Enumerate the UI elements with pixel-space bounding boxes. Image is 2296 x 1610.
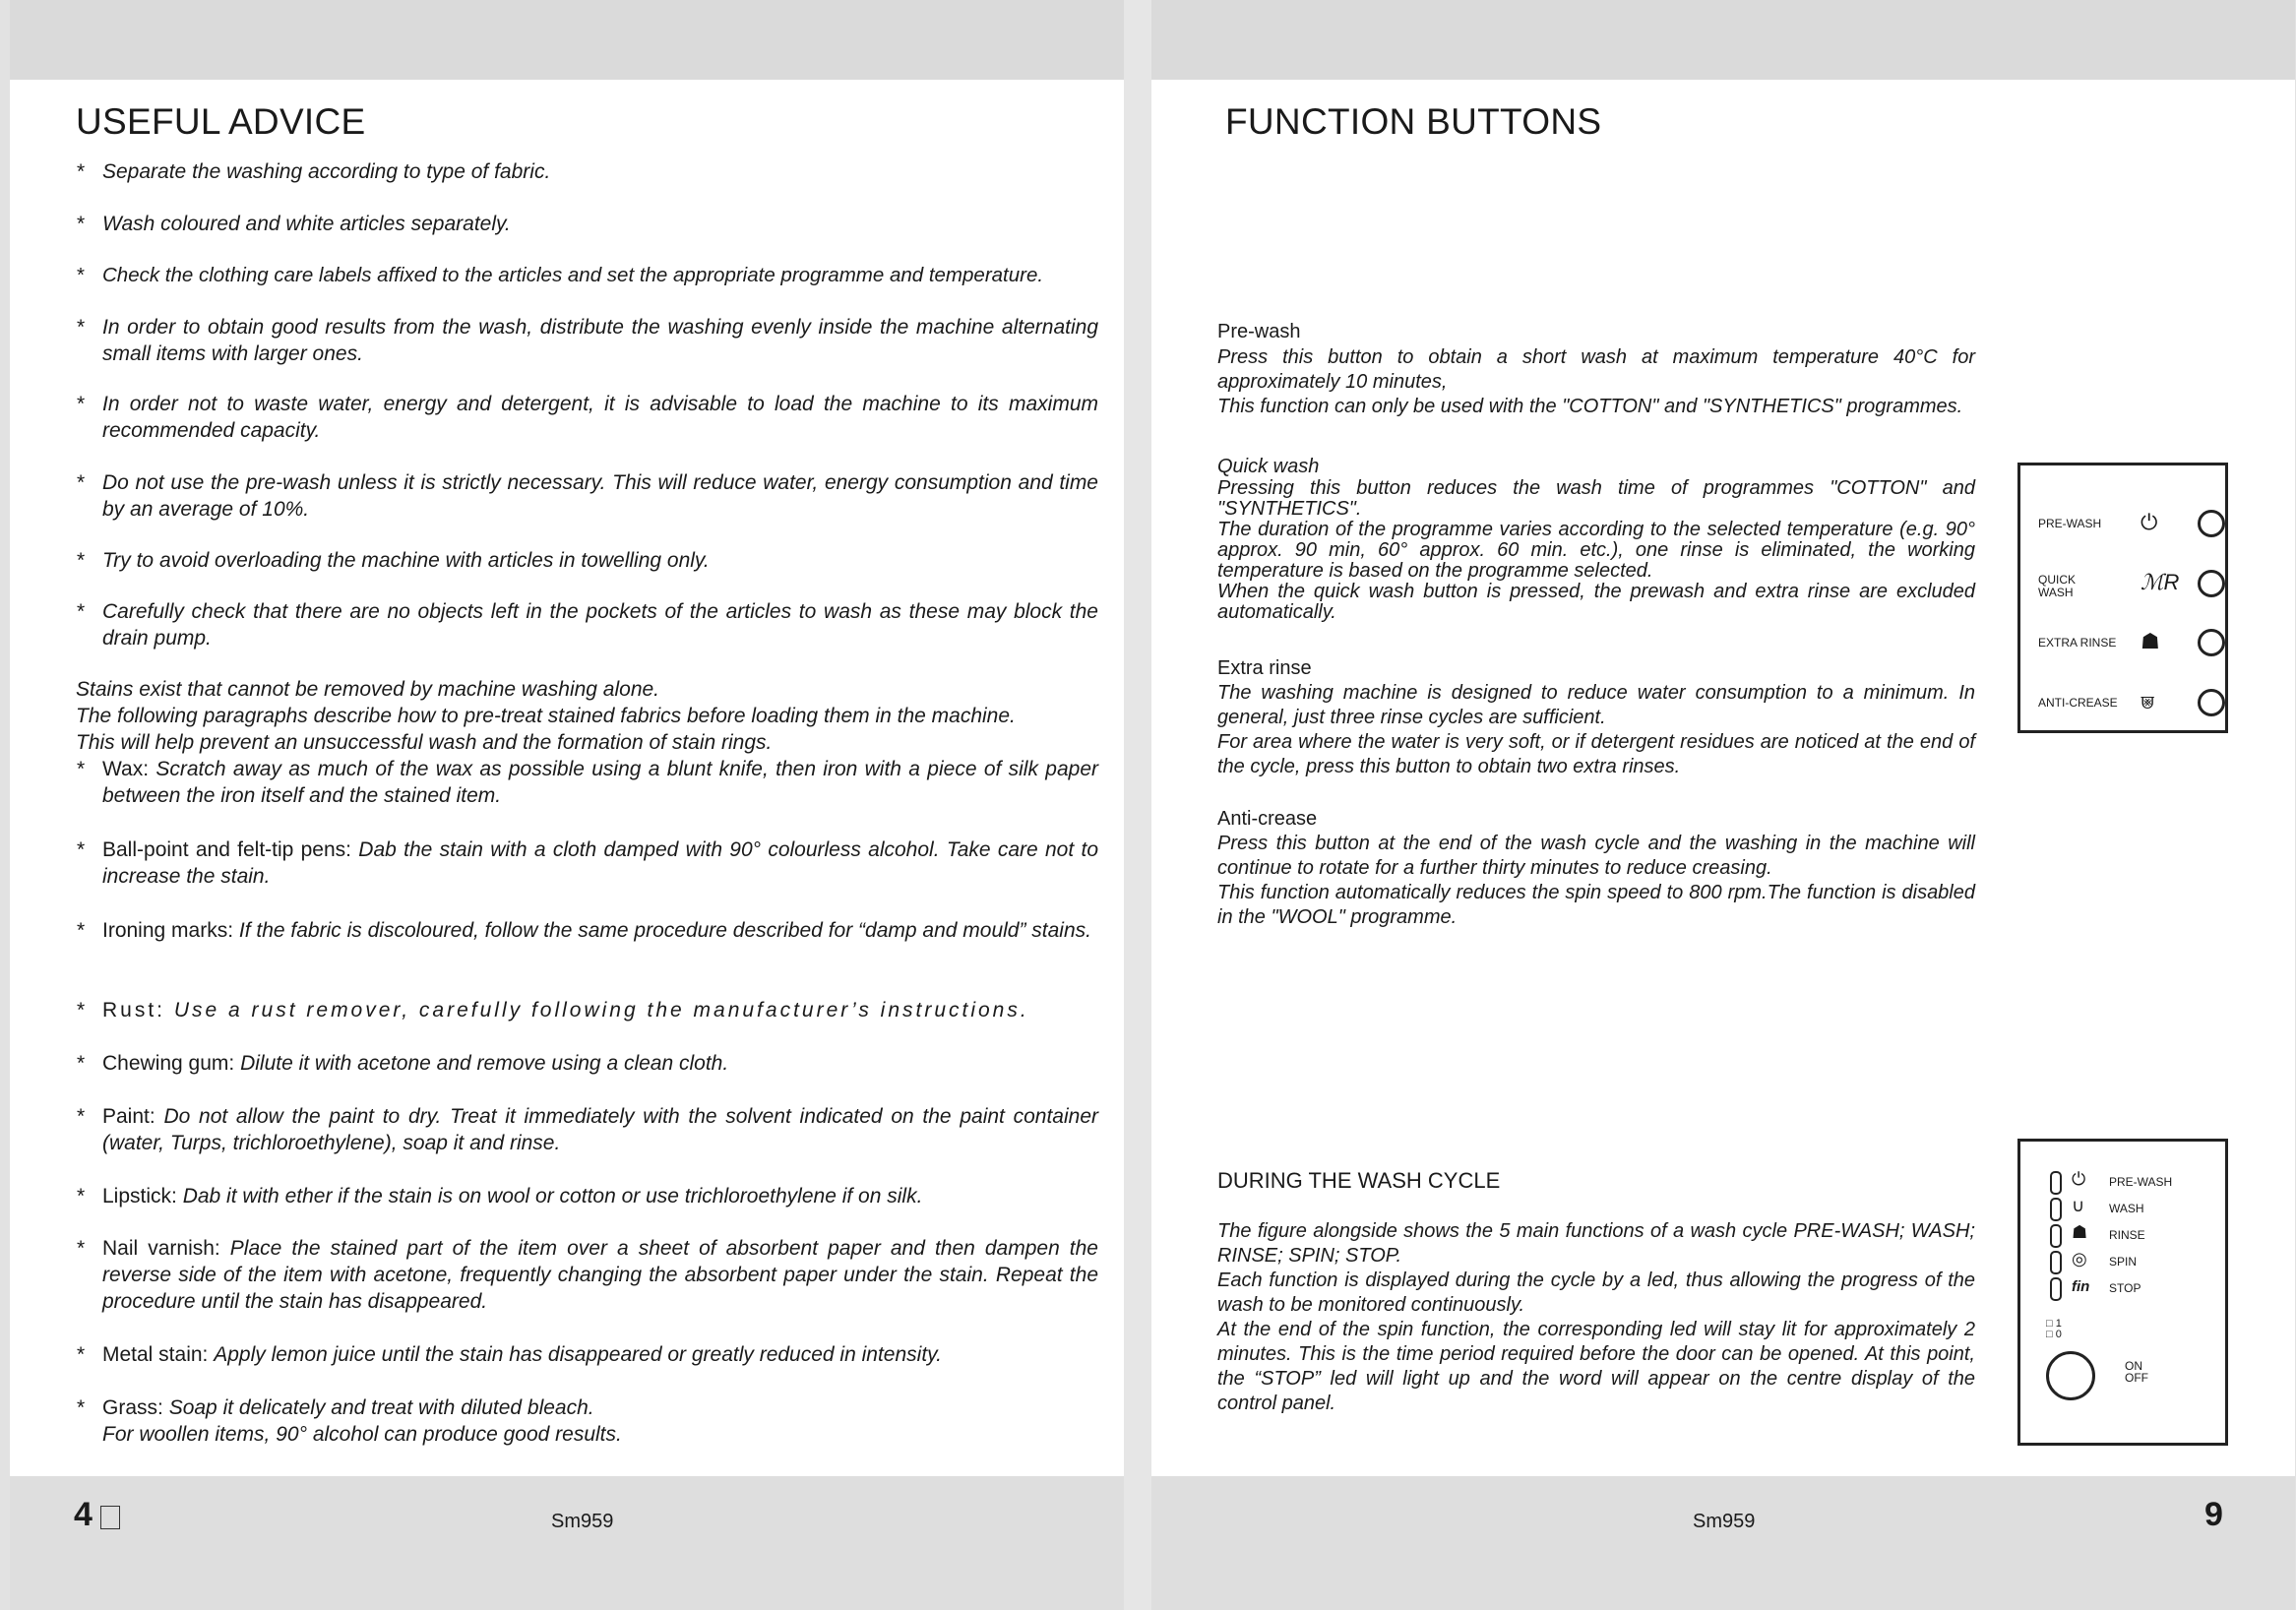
page-title: FUNCTION BUTTONS <box>1225 101 1602 142</box>
extrarinse-title: Extra rinse <box>1217 657 1312 679</box>
stop-led <box>2050 1277 2062 1301</box>
rinse-icon: ☗ <box>2072 1222 2088 1242</box>
prewash-label: PRE-WASH <box>2038 517 2102 530</box>
page-gutter <box>1124 0 1151 1610</box>
stain-item: * Ball-point and felt-tip pens: Dab the stain with a cloth damped with 90° colourless alcohol. Take care not to increase the stain. <box>77 838 1098 888</box>
stains-intro: Stains exist that cannot be removed by machine washing alone. The following paragraphs describe how to pre-treat stained fabrics before loading them in the machine. This will help prevent an unsuccessful wash and the formation of stain rings. <box>76 678 1016 754</box>
led-row-stop <box>2050 1277 2217 1301</box>
quickwash-icon: ℳR <box>2141 570 2180 594</box>
prewash-led-label: PRE-WASH <box>2109 1175 2173 1189</box>
led-row-rinse <box>2050 1224 2217 1248</box>
led-row-prewash <box>2050 1171 2217 1195</box>
stop-icon: fin <box>2072 1278 2090 1295</box>
quickwash-label: QUICK WASH <box>2038 573 2077 599</box>
prewash-icon: ⏻ <box>2141 510 2158 534</box>
wash-icon: ∪ <box>2072 1196 2085 1215</box>
wash-cycle-title: DURING THE WASH CYCLE <box>1217 1168 1501 1193</box>
anticrease-label: ANTI-CREASE <box>2038 696 2118 710</box>
extrarinse-description: The washing machine is designed to reduce water consumption to a minimum. In general, just three rinse cycles are sufficient. For area where the water is very soft, or if detergent residues are noticed at the end of the cycle, press this button to obtain two extra rinses. <box>1217 682 1975 777</box>
anticrease-button[interactable] <box>2198 689 2225 716</box>
quickwash-description: Pressing this button reduces the wash time of programmes "COTTON" and "SYNTHETICS". The duration of the programme varies according to the selected temperature (e.g. 90° approx. 90 min, 60° approx. 60 min. etc.), one rinse is eliminated, the working temperature is based on the programme selected. When the quick wash button is pressed, the prewash and extra rinse are excluded automatically. <box>1217 477 1975 623</box>
wash-cycle-panel <box>2017 1139 2228 1446</box>
function-buttons-panel <box>2017 463 2228 733</box>
quickwash-button[interactable] <box>2198 570 2225 597</box>
spin-icon: ◎ <box>2072 1249 2087 1269</box>
advice-item: * Do not use the pre-wash unless it is strictly necessary. This will reduce water, energy consumption and time by an average of 10%. <box>77 471 1098 521</box>
advice-item: * Separate the washing according to type of fabric. <box>77 160 551 183</box>
spin-led <box>2050 1251 2062 1274</box>
page-title: USEFUL ADVICE <box>76 101 366 142</box>
left-page-number: 4 <box>74 1496 93 1533</box>
stain-item: * Nail varnish: Place the stained part of the item over a sheet of absorbent paper and then dampen the reverse side of the item with acetone, frequently changing the absorbent paper under the stain. Repeat the procedure until the stain has disappeared. <box>77 1237 1098 1313</box>
prewash-description: Press this button to obtain a short wash at maximum temperature 40°C for approximately 10 minutes, This function can only be used with the "COTTON" and "SYNTHETICS" programmes. <box>1217 346 1975 417</box>
stain-item: * Lipstick: Dab it with ether if the stain is on wool or cotton or use trichloroethylene if on silk. <box>77 1185 923 1208</box>
stain-item: * Paint: Do not allow the paint to dry. Treat it immediately with the solvent indicated on the paint container (water, Turps, trichloroethylene), soap it and rinse. <box>77 1105 1098 1154</box>
on-off-label: ON OFF <box>2125 1359 2148 1385</box>
left-model-label: Sm959 <box>551 1511 614 1532</box>
rinse-led-label: RINSE <box>2109 1228 2145 1242</box>
advice-item: * In order to obtain good results from the wash, distribute the washing evenly inside the machine alternating small items with larger ones. <box>77 316 1098 365</box>
stain-item: * Grass: Soap it delicately and treat with diluted bleach. <box>77 1396 594 1419</box>
stain-item: * Wax: Scratch away as much of the wax as possible using a blunt knife, then iron with a piece of silk paper between the iron itself and the stained item. <box>77 758 1099 807</box>
page-number-box-icon <box>100 1506 120 1529</box>
panel-row-anticrease <box>2038 689 2225 718</box>
stain-item: * Ironing marks: If the fabric is discoloured, follow the same procedure described for “damp and mould” stains. <box>77 919 1091 942</box>
stain-item: * Metal stain: Apply lemon juice until the stain has disappeared or greatly reduced in intensity. <box>77 1343 942 1366</box>
panel-row-extrarinse <box>2038 629 2225 658</box>
advice-item: * Try to avoid overloading the machine with articles in towelling only. <box>77 549 710 572</box>
wool-note: For woollen items, 90° alcohol can produce good results. <box>102 1423 622 1446</box>
advice-item: * Wash coloured and white articles separately. <box>77 213 511 235</box>
right-page <box>1151 80 2295 1476</box>
on-off-symbol-icon: □ 1 □ 0 <box>2046 1318 2062 1340</box>
right-footer <box>1151 1476 2295 1610</box>
prewash-button[interactable] <box>2198 510 2225 537</box>
right-model-label: Sm959 <box>1693 1511 1756 1532</box>
extrarinse-button[interactable] <box>2198 629 2225 656</box>
stain-item: * Chewing gum: Dilute it with acetone and remove using a clean cloth. <box>77 1052 729 1075</box>
extrarinse-icon: ☗ <box>2141 629 2160 653</box>
left-footer <box>10 1476 1124 1610</box>
led-row-wash <box>2050 1198 2217 1221</box>
on-off-button[interactable] <box>2046 1351 2095 1400</box>
stain-item: * Rust: Use a rust remover, carefully following the manufacturer’s instructions. <box>77 999 1029 1022</box>
prewash-led <box>2050 1171 2062 1195</box>
extrarinse-label: EXTRA RINSE <box>2038 636 2117 650</box>
prewash-icon: ⏻ <box>2072 1169 2086 1189</box>
spin-led-label: SPIN <box>2109 1255 2138 1269</box>
right-page-number: 9 <box>2204 1496 2223 1533</box>
advice-item: * In order not to waste water, energy and detergent, it is advisable to load the machine to its maximum recommended capacity. <box>77 393 1098 442</box>
quickwash-title: Quick wash <box>1217 456 1320 477</box>
wash-led-label: WASH <box>2109 1202 2144 1215</box>
anticrease-icon: ⩐ <box>2141 689 2155 713</box>
led-row-spin <box>2050 1251 2217 1274</box>
anticrease-description: Press this button at the end of the wash cycle and the washing in the machine will continue to rotate for a further thirty minutes to reduce creasing. This function automatically reduces the spin speed to 800 rpm.The function is disabled in the "WOOL" programme. <box>1217 833 1975 928</box>
wash-led <box>2050 1198 2062 1221</box>
prewash-title: Pre-wash <box>1217 321 1301 342</box>
top-bar <box>10 0 2295 80</box>
rinse-led <box>2050 1224 2062 1248</box>
left-page <box>10 80 1124 1476</box>
panel-row-quickwash <box>2038 570 2225 599</box>
advice-item: * Carefully check that there are no objects left in the pockets of the articles to wash as these may block the drain pump. <box>77 600 1098 650</box>
advice-item: * Check the clothing care labels affixed to the articles and set the appropriate programme and temperature. <box>77 264 1044 286</box>
panel-row-prewash <box>2038 510 2225 539</box>
wash-cycle-description: The figure alongside shows the 5 main functions of a wash cycle PRE-WASH; WASH; RINSE; SPIN; STOP. Each function is displayed during the cycle by a led, thus allowing the progress of the wash to be monitored continuously. At the end of the spin function, the corresponding led will stay lit for approximately 2 minutes. This is the time period required before the door can be opened. At this point, the “STOP” led will light up and the word will appear on the centre display of the control panel. <box>1217 1220 1975 1414</box>
stop-led-label: STOP <box>2109 1281 2141 1295</box>
anticrease-title: Anti-crease <box>1217 808 1318 830</box>
